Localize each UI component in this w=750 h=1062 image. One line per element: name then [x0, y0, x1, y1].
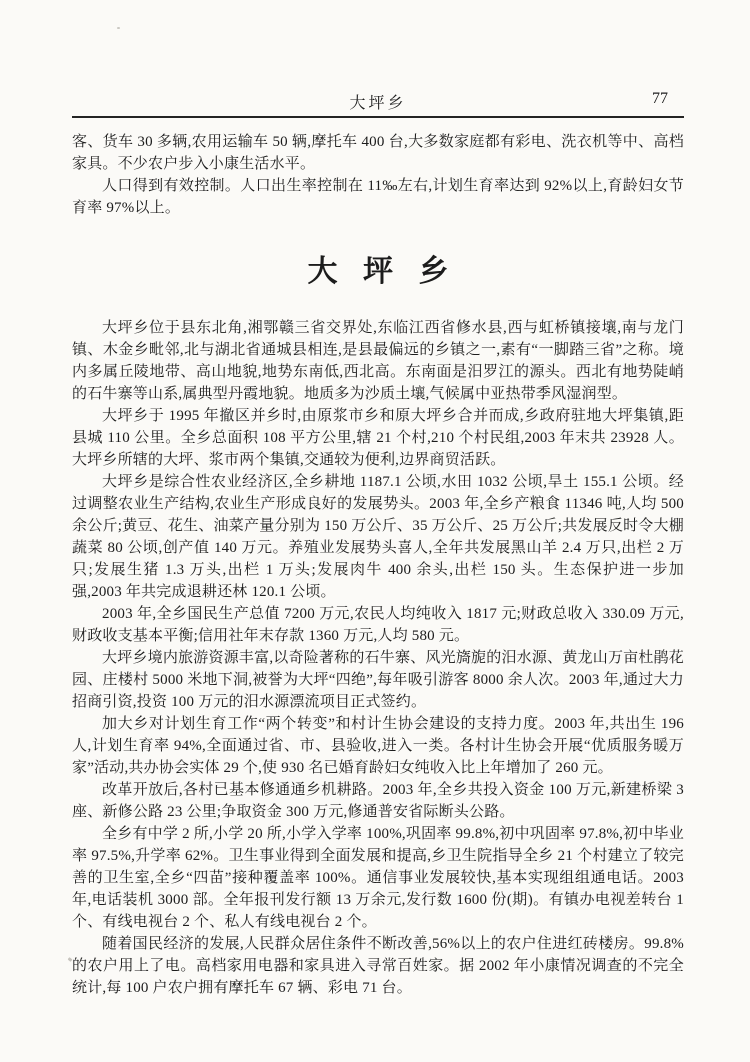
running-header [72, 90, 684, 114]
running-header-title: 大坪乡 [349, 95, 407, 112]
section-title: 大坪乡 [307, 255, 474, 288]
paragraph-population: 人口得到有效控制。人口出生率控制在 11‰左右,计划生育率达到 92%以上,育龄妇女节育率 97%以上。 [72, 178, 684, 216]
paragraph-living-standards: 随着国民经济的发展,人民群众居住条件不断改善,56%以上的农户住进红砖楼房。99.8%的农户用上了电。高档家用电器和家具进入寻常百姓家。据 2002 年小康情况调查的不完全统计,每 100 户农户拥有摩托车 67 辆、彩电 71 台。 [72, 936, 684, 996]
page-body [72, 131, 684, 999]
paragraph-tourism: 大坪乡境内旅游资源丰富,以奇险著称的石牛寨、风光旖旎的汨水源、黄龙山万亩杜鹃花园、庄楼村 5000 米地下洞,被誉为大坪“四绝”,每年吸引游客 8000 余人次。2003 年,通过大力招商引资,投资 100 万元的汨水源漂流项目正式签约。 [72, 650, 684, 710]
paragraph-economy: 2003 年,全乡国民生产总值 7200 万元,农民人均纯收入 1817 元;财政总收入 330.09 万元,财政收支基本平衡;信用社年末存款 1360 万元,人均 580 元。 [72, 606, 684, 644]
page-number: 77 [652, 90, 668, 107]
paragraph-education-health: 全乡有中学 2 所,小学 20 所,小学入学率 100%,巩固率 99.8%,初中巩固率 97.8%,初中毕业率 97.5%,升学率 62%。卫生事业得到全面发展和提高,乡卫生院指导全乡 21 个村建立了较完善的卫生室,全乡“四苗”接种覆盖率 100%。通信事业发展较快,基本实现组组通电话。2003 年,电话装机 3000 部。全年报刊发行额 13 万余元,发行数 1600 份(期)。有镇办电视差转台 1 个、有线电视台 2 个、私人有线电视台 2 个。 [72, 826, 684, 930]
paragraph-family-planning: 加大乡对计划生育工作“两个转变”和村计生协会建设的支持力度。2003 年,共出生 196 人,计划生育率 94%,全面通过省、市、县验收,进入一类。各村计生协会开展“优质服务暖万家”活动,共办协会实体 29 个,使 930 名已婚育龄妇女纯收入比上年增加了 260 元。 [72, 716, 684, 776]
paragraph-agriculture: 大坪乡是综合性农业经济区,全乡耕地 1187.1 公顷,水田 1032 公顷,旱土 155.1 公顷。经过调整农业生产结构,农业生产形成良好的发展势头。2003 年,全乡产粮食 11346 吨,人均 500 余公斤;黄豆、花生、油菜产量分别为 150 万公斤、35 万公斤、25 万公斤;共发展反时令大棚蔬菜 80 公顷,创产值 140 万元。养殖业发展势头喜人,全年共发展黑山羊 2.4 万只,出栏 2 万只;发展生猪 1.3 万头,出栏 1 万头;发展肉牛 400 余头,出栏 150 头。生态保护进一步加强,2003 年共完成退耕还林 120.1 公顷。 [72, 474, 684, 600]
continued-paragraph: 客、货车 30 多辆,农用运输车 50 辆,摩托车 400 台,大多数家庭都有彩电、洗衣机等中、高档家具。不少农户步入小康生活水平。 [72, 134, 684, 172]
paragraph-location: 大坪乡位于县东北角,湘鄂赣三省交界处,东临江西省修水县,西与虹桥镇接壤,南与龙门镇、木金乡毗邻,北与湖北省通城县相连,是县最偏远的乡镇之一,素有“一脚踏三省”之称。境内多属丘陵地带、高山地貌,地势东南低,西北高。东南面是汨罗江的源头。西北有地势陡峭的石牛寨等山系,属典型丹霞地貌。地质多为沙质土壤,气候属中亚热带季风湿润型。 [72, 320, 684, 402]
paragraph-history: 大坪乡于 1995 年撤区并乡时,由原浆市乡和原大坪乡合并而成,乡政府驻地大坪集镇,距县城 110 公里。全乡总面积 108 平方公里,辖 21 个村,210 个村民组,2003 年末共 23928 人。大坪乡所辖的大坪、浆市两个集镇,交通较为便利,边界商贸活跃。 [72, 408, 684, 468]
header-rule [72, 116, 684, 118]
page-content [72, 0, 684, 1062]
paragraph-roads: 改革开放后,各村已基本修通通乡机耕路。2003 年,全乡共投入资金 100 万元,新建桥梁 3 座、新修公路 23 公里;争取资金 300 万元,修通普安省际断头公路。 [72, 782, 684, 820]
